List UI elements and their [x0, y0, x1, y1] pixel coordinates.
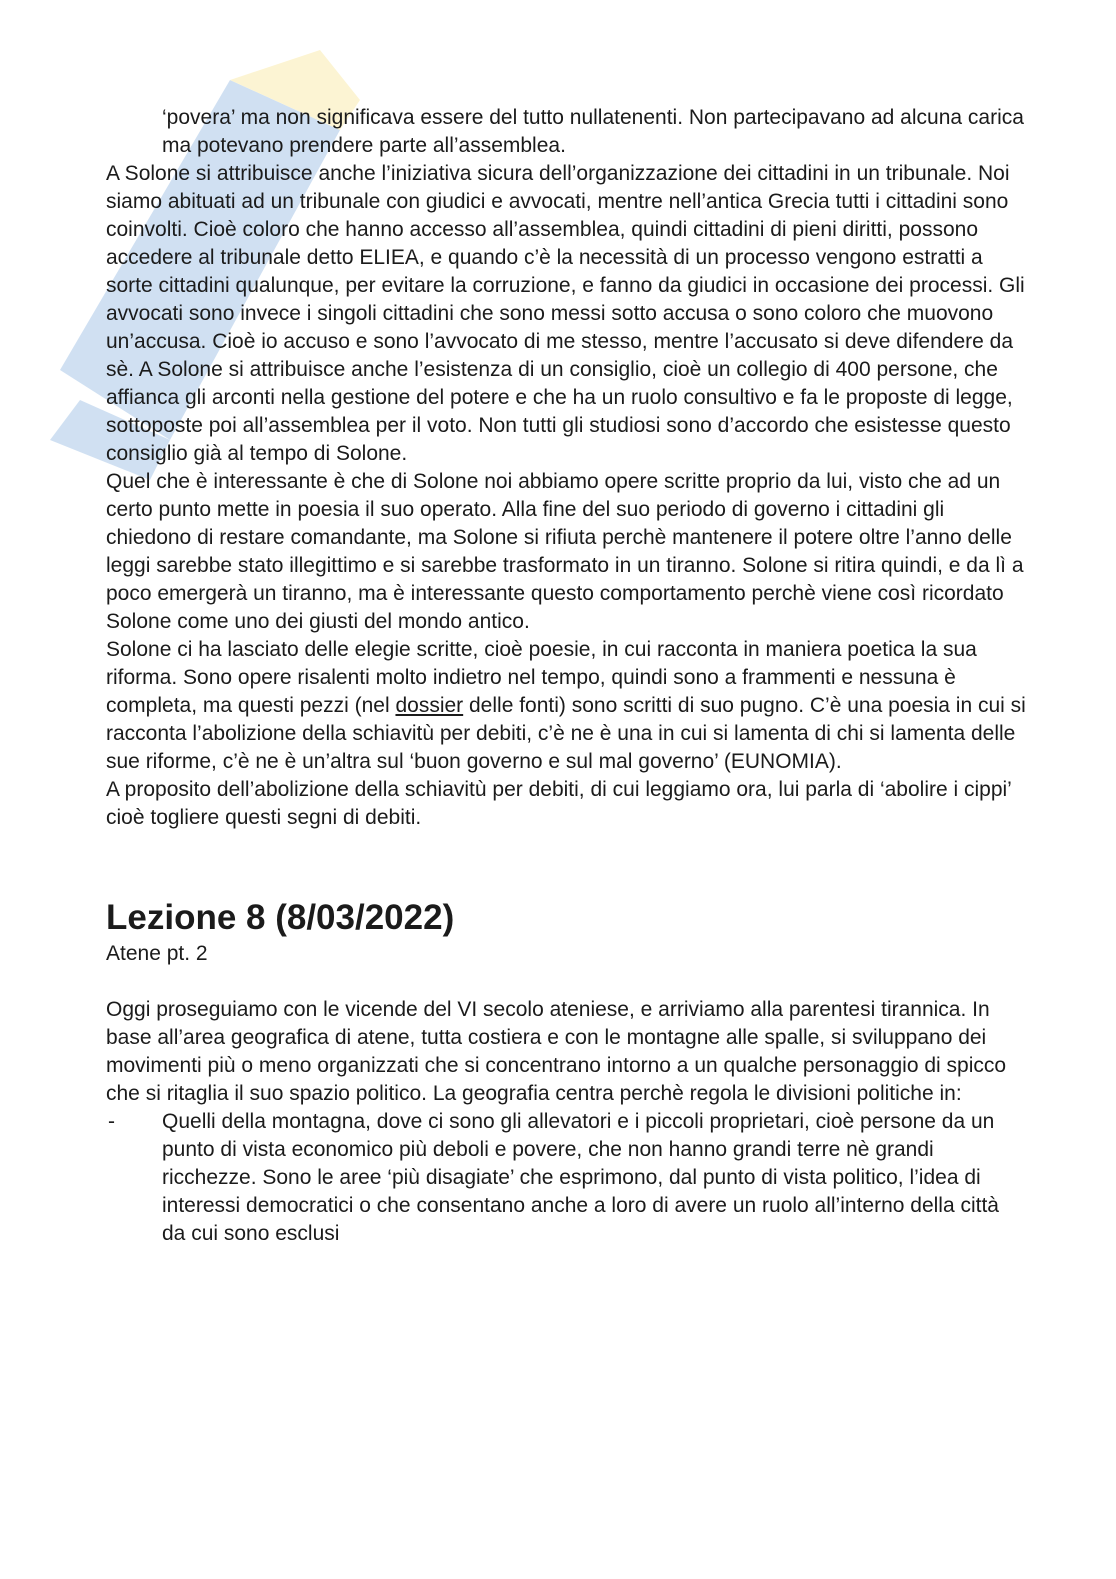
intro-paragraph: ‘povera’ ma non significava essere del tutto nullatenenti. Non partecipavano ad alcuna carica ma potevano prendere parte all’assemblea. — [162, 106, 1024, 157]
lesson-title: Lezione 8 (8/03/2022) — [106, 898, 455, 937]
elegie-text-start: Solone ci ha lasciato delle elegie scritte, cioè poesie, in cui racconta in maniera poetica la sua riforma. Sono opere risalenti molto indietro nel tempo, quindi sono a frammenti e nessuna è completa, ma questi pezzi (nel — [106, 638, 977, 717]
spacer — [106, 968, 1026, 996]
elegie-paragraph — [106, 636, 1026, 776]
spacer — [106, 832, 1026, 896]
tirannica-paragraph: Oggi proseguiamo con le vicende del VI secolo ateniese, e arriviamo alla parentesi tirannica. In base all’area geografica di atene, tutta costiera e con le montagne alle spalle, si sviluppano dei movimenti più o meno organizzati che si concentrano intorno a un qualche personaggio di spicco che si ritaglia il suo spazio politico. La geografia centra perchè regola le divisioni politiche in: — [106, 998, 1007, 1105]
opere-paragraph: Quel che è interessante è che di Solone noi abbiamo opere scritte proprio da lui, visto che ad un certo punto mette in poesia il suo operato. Alla fine del suo periodo di governo i cittadini gli chiedono di restare comandante, ma Solone si rifiuta perchè mantenere il potere oltre l’anno delle leggi sarebbe stato illegittimo e si sarebbe trasformato in un tiranno. Solone si ritira quindi, e da lì a poco emergerà un tiranno, ma è interessante questo comportamento perchè viene così ricordato Solone come uno dei giusti del mondo antico. — [106, 470, 1024, 633]
elegie-text-end: delle fonti) sono scritti di suo pugno. C’è una poesia in cui si racconta l’abolizione della schiavitù per debiti, c’è ne è una in cui si lamenta di chi si lamenta delle sue riforme, c’è ne è un’altra sul ‘buon governo e sul mal governo’ (EUNOMIA). — [106, 694, 1026, 773]
lesson-subtitle: Atene pt. 2 — [106, 942, 208, 965]
list-item-text: Quelli della montagna, dove ci sono gli allevatori e i piccoli proprietari, cioè persone da un punto di vista economico più deboli e povere, che non hanno grandi terre nè grandi ricchezze. Sono le aree ‘più disagiate’ che esprimono, dal punto di vista politico, l’idea di interessi democratici o che consentano anche a loro di avere un ruolo all’interno della città da cui sono esclusi — [162, 1110, 999, 1245]
cippi-paragraph: A proposito dell’abolizione della schiavitù per debiti, di cui leggiamo ora, lui parla di ‘abolire i cippi’ cioè togliere questi segni di debiti. — [106, 778, 1012, 829]
dossier-link[interactable]: dossier — [395, 694, 464, 717]
bullet-marker: - — [108, 1110, 115, 1133]
tribunale-paragraph: A Solone si attribuisce anche l’iniziativa sicura dell’organizzazione dei cittadini in un tribunale. Noi siamo abituati ad un tribunale con giudici e avvocati, mentre nell’antica Grecia tutti i cittadini sono coinvolti. Cioè coloro che hanno accesso all’assemblea, quindi cittadini di pieni diritti, possono accedere al tribunale detto ELIEA, e quando c’è la necessità di un processo vengono estratti a sorte cittadini qualunque, per evitare la corruzione, e fanno da giudici in occasione dei processi. Gli avvocati sono invece i singoli cittadini che sono messi sotto accusa o sono coloro che muovono un’accusa. Cioè io accuso e sono l’avvocato di me stesso, mentre l’accusato si deve difendere da sè. A Solone si attribuisce anche l’esistenza di un consiglio, cioè un collegio di 400 persone, che affianca gli arconti nella gestione del potere e che ha un ruolo consultivo e fa le proposte di legge, sottoposte poi all’assemblea per il voto. Non tutti gli studiosi sono d’accordo che esistesse questo consiglio già al tempo di Solone. — [106, 162, 1025, 465]
list-item — [106, 1108, 1026, 1248]
document-body — [106, 104, 1026, 1248]
